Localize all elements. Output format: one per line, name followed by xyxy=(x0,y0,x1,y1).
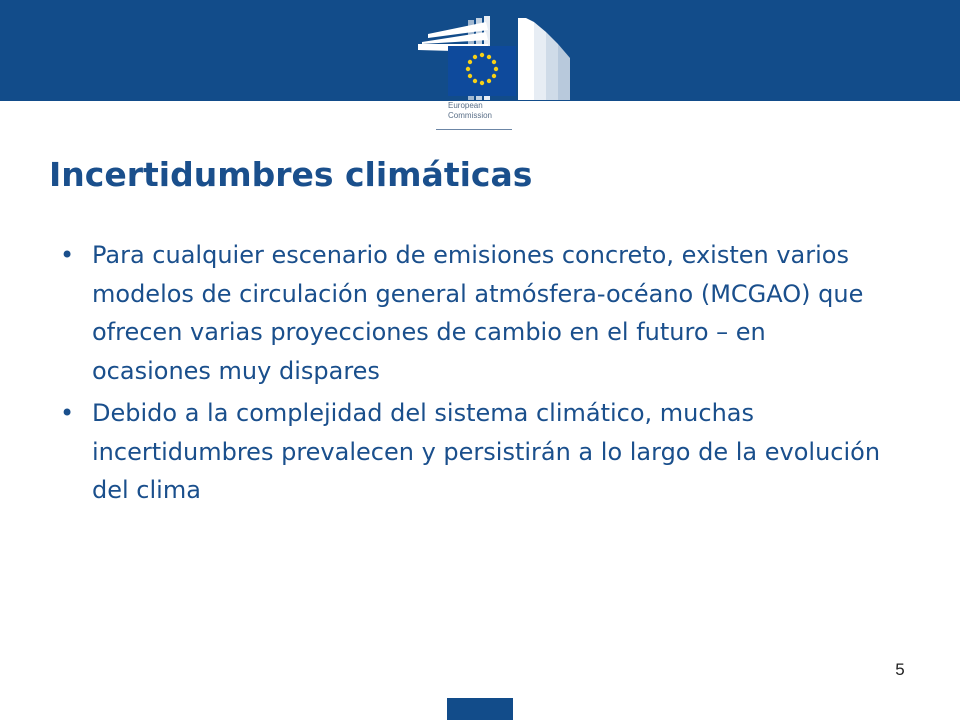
logo-caption-line2: Commission xyxy=(448,111,493,120)
footer-tab xyxy=(447,698,513,720)
bullet-dot-icon: • xyxy=(60,399,75,427)
logo-caption xyxy=(448,101,492,121)
bullet-item xyxy=(60,394,890,510)
page-number: 5 xyxy=(895,660,905,679)
bullet-item xyxy=(60,236,890,390)
bullet-text: Para cualquier escenario de emisiones concreto, existen varios modelos de circulación general atmósfera-océano (MCGAO) que ofrecen varias proyecciones de cambio en el futuro – en ocasiones muy dispares xyxy=(92,241,864,385)
logo-caption-line1: European xyxy=(448,101,483,110)
european-commission-logo xyxy=(414,14,574,138)
logo-underline xyxy=(436,129,512,130)
slide-title: Incertidumbres climáticas xyxy=(49,155,533,194)
bullet-text: Debido a la complejidad del sistema climático, muchas incertidumbres prevalecen y persistirán a lo largo de la evolución del clima xyxy=(92,399,881,504)
bullet-list xyxy=(60,236,890,514)
bullet-dot-icon: • xyxy=(60,241,75,269)
